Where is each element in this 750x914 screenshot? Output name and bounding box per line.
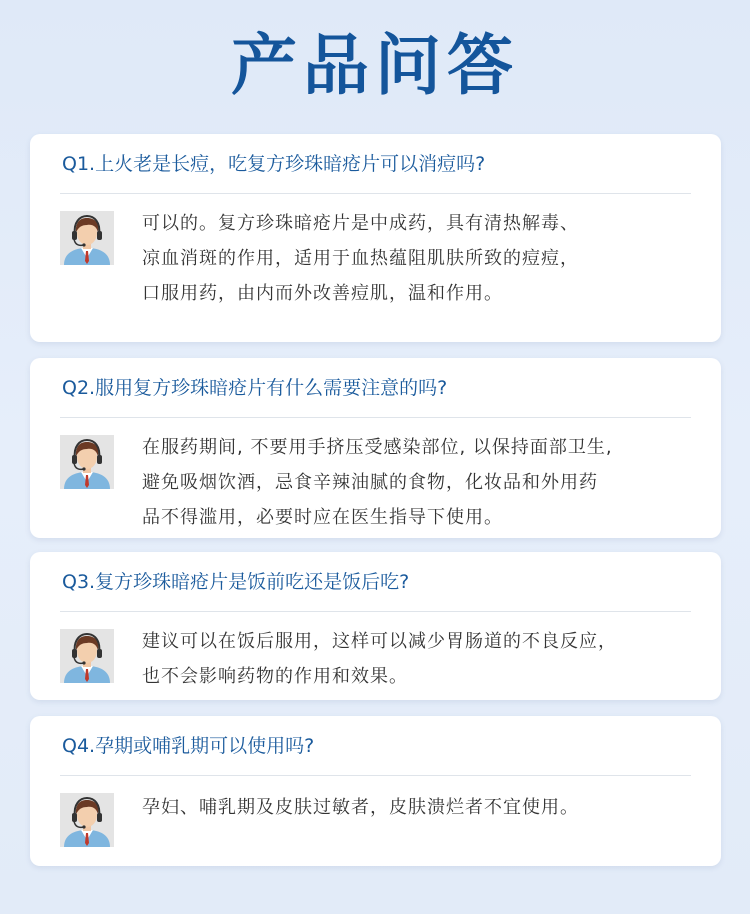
question-text: Q3.复方珍珠暗疮片是饭前吃还是饭后吃? xyxy=(62,571,410,593)
customer-service-agent-icon xyxy=(60,793,114,847)
answer-text xyxy=(142,430,694,535)
qa-card-1 xyxy=(30,134,721,342)
question-text: Q4.孕期或哺乳期可以使用吗? xyxy=(62,735,315,757)
answer-line: 口服用药，由内而外改善痘肌，温和作用。 xyxy=(142,283,503,304)
divider xyxy=(60,417,691,418)
answer-text xyxy=(142,790,694,825)
qa-card-4 xyxy=(30,716,721,866)
question-text: Q2.服用复方珍珠暗疮片有什么需要注意的吗? xyxy=(62,377,448,399)
customer-service-agent-icon xyxy=(60,435,114,489)
answer-line: 孕妇、哺乳期及皮肤过敏者，皮肤溃烂者不宜使用。 xyxy=(142,797,579,818)
qa-card-2 xyxy=(30,358,721,538)
answer-line: 建议可以在饭后服用，这样可以减少胃肠道的不良反应， xyxy=(142,631,617,652)
divider xyxy=(60,193,691,194)
answer-text xyxy=(142,624,694,694)
customer-service-agent-icon xyxy=(60,629,114,683)
divider xyxy=(60,775,691,776)
answer-line: 避免吸烟饮酒，忌食辛辣油腻的食物，化妆品和外用药 xyxy=(142,472,598,493)
answer-line: 品不得滥用，必要时应在医生指导下使用。 xyxy=(142,507,503,528)
answer-line: 可以的。复方珍珠暗疮片是中成药，具有清热解毒、 xyxy=(142,213,579,234)
question-text: Q1.上火老是长痘，吃复方珍珠暗疮片可以消痘吗? xyxy=(62,153,486,175)
qa-card-3 xyxy=(30,552,721,700)
customer-service-agent-icon xyxy=(60,211,114,265)
answer-line: 凉血消斑的作用，适用于血热蕴阻肌肤所致的痘痘， xyxy=(142,248,579,269)
page-title: 产品问答 xyxy=(231,27,519,104)
answer-line: 也不会影响药物的作用和效果。 xyxy=(142,666,408,687)
divider xyxy=(60,611,691,612)
answer-line: 在服药期间, 不要用手挤压受感染部位, 以保持面部卫生, xyxy=(142,437,613,458)
answer-text xyxy=(142,206,694,311)
